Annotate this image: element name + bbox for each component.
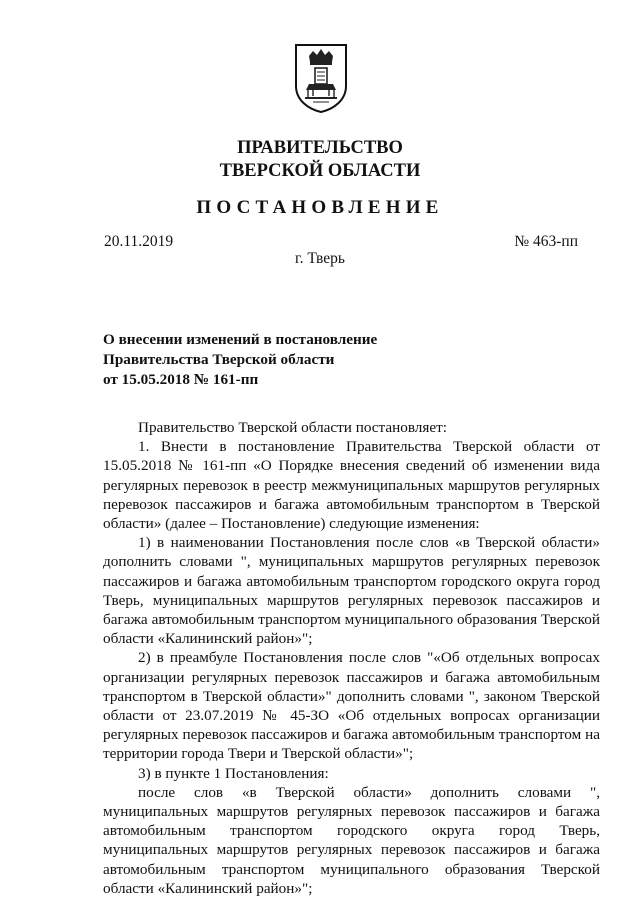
preamble-paragraph: Правительство Тверской области постановляет: <box>138 419 447 436</box>
org-name-line2: ТВЕРСКОЙ ОБЛАСТИ <box>219 161 421 181</box>
document-date: 20.11.2019 <box>104 233 174 250</box>
org-name-line1: ПРАВИТЕЛЬСТВО <box>237 138 403 158</box>
document-city: г. Тверь <box>295 250 345 267</box>
subclause-1-paragraph: 1) в наименовании Постановления после слов «в Тверской области» дополнить словами ", муниципальных маршрутов регулярных перевозок пассажиров и багажа автомобильным транспортом городского округа город Тверь, муниципальных маршрутов регулярных перевозок пассажиров и багажа автомобильным транспортом муниципального образования Тверской области «Калининский район»"; <box>103 534 600 648</box>
document-type-title: ПОСТАНОВЛЕНИЕ <box>196 197 444 218</box>
subject-line3: от 15.05.2018 № 161-пп <box>103 371 259 388</box>
subject-line1: О внесении изменений в постановление <box>103 331 378 348</box>
document-number: № 463-пп <box>514 233 578 250</box>
clause-1-paragraph: 1. Внести в постановление Правительства Тверской области от 15.05.2018 № 161-пп «О Порядке внесения сведений об изменении вида регулярных перевозок в реестр межмуниципальных маршрутов регулярных перевозок пассажиров и багажа автомобильным транспортом в Тверской области» (далее – Постановление) следующие изменения: <box>103 438 600 533</box>
subclause-3-text-paragraph: после слов «в Тверской области» дополнить словами ", муниципальных маршрутов регулярных перевозок пассажиров и багажа автомобильным транспортом городского округа город Тверь, муниципальных маршрутов регулярных перевозок пассажиров и багажа автомобильным транспортом муниципального образования Тверской области «Калининский район»"; <box>103 783 600 897</box>
subclause-2-paragraph: 2) в преамбуле Постановления после слов "«Об отдельных вопросах организации регулярных перевозок пассажиров и багажа автомобильным транспортом в Тверской области»" дополнить словами ", законом Тверской области от 23.07.2019 № 45-ЗО «Об отдельных вопросах организации регулярных перевозок пассажиров и багажа автомобильным транспортом на территории города Твери и Тверской области»"; <box>103 649 600 763</box>
subclause-3-paragraph: 3) в пункте 1 Постановления: <box>138 764 329 782</box>
document-body <box>103 418 600 898</box>
subject-line2: Правительства Тверской области <box>103 351 335 368</box>
tver-coat-of-arms-icon <box>293 42 349 114</box>
document-subject <box>103 330 523 390</box>
